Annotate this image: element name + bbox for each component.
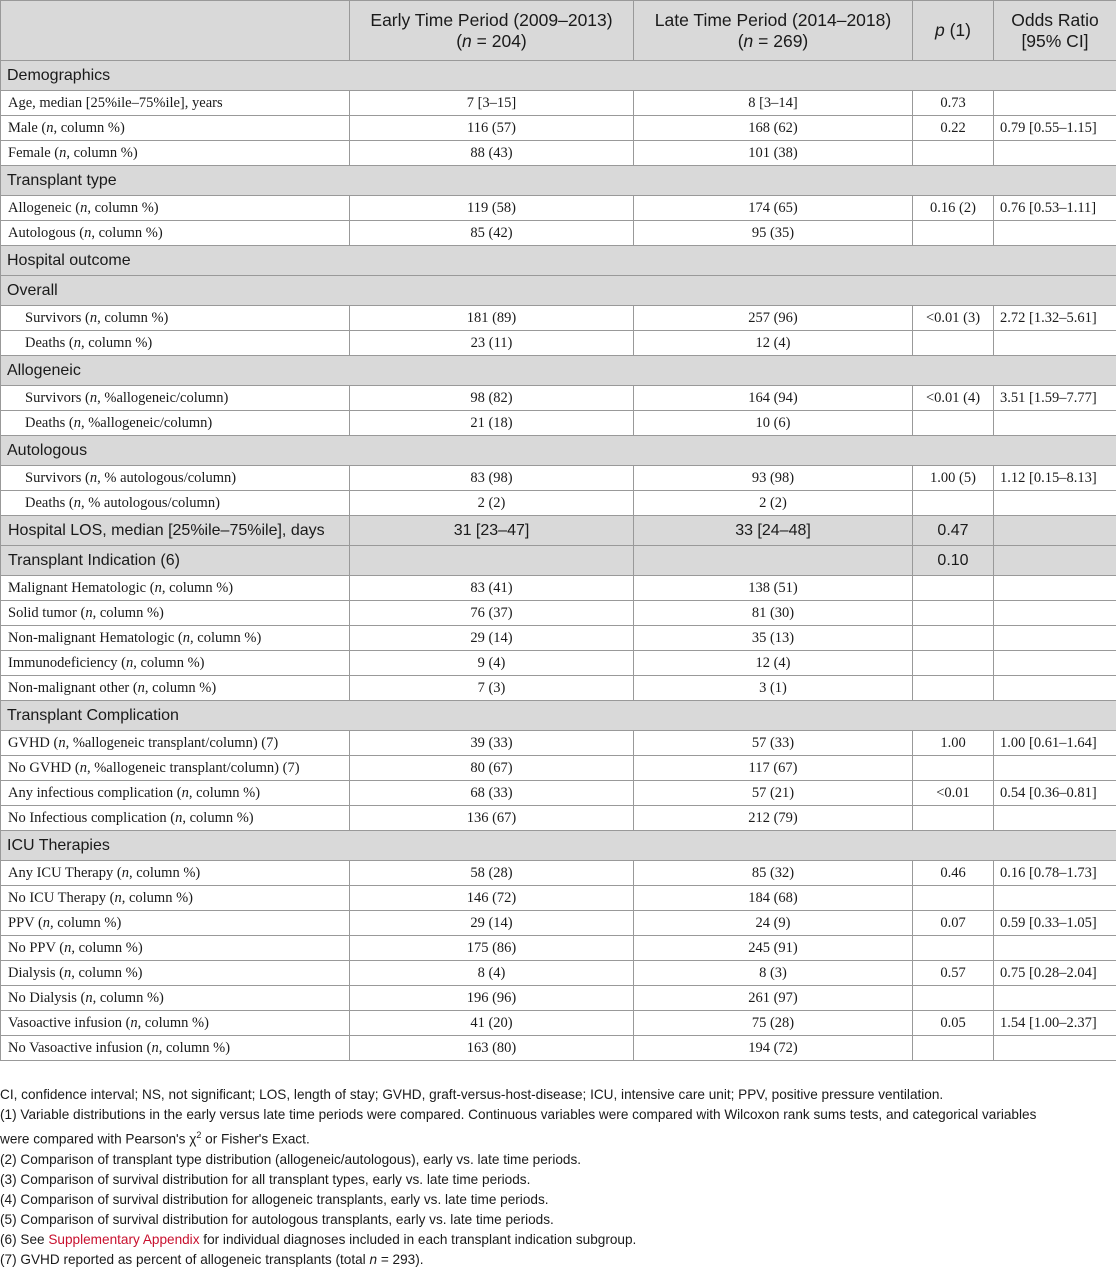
odds-ratio-value: 1.54 [1.00–2.37] [994,1011,1116,1036]
table-row [1,141,1116,166]
subsection-title: Autologous [1,436,1116,466]
late-period-value: 24 (9) [634,911,913,936]
p-value: <0.01 [913,781,994,806]
p-value: 0.05 [913,1011,994,1036]
row-label: Malignant Hematologic (n, column %) [1,576,350,601]
p-value [913,1036,994,1061]
row-label: Vasoactive infusion (n, column %) [1,1011,350,1036]
table-row [1,986,1116,1011]
late-period-value: 117 (67) [634,756,913,781]
table-row [1,756,1116,781]
odds-ratio-value [994,886,1116,911]
p-value [913,806,994,831]
early-period-value: 119 (58) [350,196,634,221]
early-period-value: 23 (11) [350,331,634,356]
table-row [1,601,1116,626]
early-period-value: 41 (20) [350,1011,634,1036]
late-period-value: 95 (35) [634,221,913,246]
late-period-value: 57 (33) [634,731,913,756]
table-row [1,861,1116,886]
footnote-1-cont: were compared with Pearson's $\chi^2$ or Fisher's Exact. [0,1125,1112,1150]
row-label: Allogeneic (n, column %) [1,196,350,221]
p-value: 1.00 (5) [913,466,994,491]
odds-ratio-value [994,411,1116,436]
header-odds-ratio: Odds Ratio [95% CI] [994,1,1116,61]
row-label: Male (n, column %) [1,116,350,141]
p-value: 0.16 (2) [913,196,994,221]
odds-ratio-value [994,516,1116,546]
table-row [1,386,1116,411]
late-period-value: 184 (68) [634,886,913,911]
odds-ratio-value: 0.59 [0.33–1.05] [994,911,1116,936]
late-period-value: 75 (28) [634,1011,913,1036]
table-header-row [1,1,1116,61]
p-value [913,491,994,516]
row-label: No Dialysis (n, column %) [1,986,350,1011]
table-row [1,911,1116,936]
odds-ratio-value [994,331,1116,356]
row-label: Any infectious complication (n, column %) [1,781,350,806]
odds-ratio-value [994,601,1116,626]
odds-ratio-value [994,91,1116,116]
late-period-value: 3 (1) [634,676,913,701]
table-row [1,91,1116,116]
table-row [1,626,1116,651]
table-row [1,491,1116,516]
supplementary-appendix-link[interactable]: Supplementary Appendix [48,1232,199,1247]
odds-ratio-value [994,806,1116,831]
odds-ratio-value [994,141,1116,166]
footnote-7: (7) GVHD reported as percent of allogeneic transplants (total n = 293). [0,1250,1112,1270]
late-period-value: 10 (6) [634,411,913,436]
odds-ratio-value: 0.54 [0.36–0.81] [994,781,1116,806]
odds-ratio-value [994,986,1116,1011]
early-period-value: 39 (33) [350,731,634,756]
late-period-value: 85 (32) [634,861,913,886]
table-row [1,116,1116,141]
table-row [1,806,1116,831]
subsection-header-row [1,276,1116,306]
odds-ratio-value [994,626,1116,651]
odds-ratio-value [994,546,1116,576]
row-label: No PPV (n, column %) [1,936,350,961]
footnote-4: (4) Comparison of survival distribution for allogeneic transplants, early vs. late time periods. [0,1190,1112,1210]
early-period-value: 21 (18) [350,411,634,436]
table-row [1,466,1116,491]
early-period-value [350,546,634,576]
section-header-row [1,166,1116,196]
early-period-value: 175 (86) [350,936,634,961]
odds-ratio-value: 1.00 [0.61–1.64] [994,731,1116,756]
p-value: 0.07 [913,911,994,936]
early-period-value: 88 (43) [350,141,634,166]
section-title: Demographics [1,61,1116,91]
table-row [1,411,1116,436]
late-period-value: 257 (96) [634,306,913,331]
subsection-header-row [1,356,1116,386]
p-value [913,601,994,626]
footnote-3: (3) Comparison of survival distribution for all transplant types, early vs. late time periods. [0,1170,1112,1190]
late-period-value: 174 (65) [634,196,913,221]
odds-ratio-value [994,221,1116,246]
subsection-title: Overall [1,276,1116,306]
odds-ratio-value: 0.75 [0.28–2.04] [994,961,1116,986]
section-title: ICU Therapies [1,831,1116,861]
late-period-value: 33 [24–48] [634,516,913,546]
row-label: Dialysis (n, column %) [1,961,350,986]
footnote-1: (1) Variable distributions in the early versus late time periods were compared. Continuous variables were compared with Wilcoxon rank sums tests, and categorical variables [0,1105,1112,1125]
row-label: No Vasoactive infusion (n, column %) [1,1036,350,1061]
row-label: Female (n, column %) [1,141,350,166]
row-label: Survivors (n, %allogeneic/column) [1,386,350,411]
early-period-value: 116 (57) [350,116,634,141]
early-period-value: 85 (42) [350,221,634,246]
early-period-value: 146 (72) [350,886,634,911]
row-label: Deaths (n, %allogeneic/column) [1,411,350,436]
early-period-value: 2 (2) [350,491,634,516]
table-row [1,1011,1116,1036]
subsection-title: Allogeneic [1,356,1116,386]
row-label: Any ICU Therapy (n, column %) [1,861,350,886]
late-period-value: 8 (3) [634,961,913,986]
late-period-value: 57 (21) [634,781,913,806]
p-value [913,676,994,701]
row-label: Deaths (n, % autologous/column) [1,491,350,516]
section-title: Transplant Complication [1,701,1116,731]
late-period-value: 12 (4) [634,331,913,356]
early-period-value: 29 (14) [350,626,634,651]
row-label: Solid tumor (n, column %) [1,601,350,626]
early-period-value: 181 (89) [350,306,634,331]
odds-ratio-value [994,576,1116,601]
early-period-value: 83 (41) [350,576,634,601]
early-period-value: 31 [23–47] [350,516,634,546]
p-value: <0.01 (4) [913,386,994,411]
table-row [1,546,1116,576]
p-value [913,651,994,676]
odds-ratio-value: 2.72 [1.32–5.61] [994,306,1116,331]
p-value: 0.73 [913,91,994,116]
row-label: No ICU Therapy (n, column %) [1,886,350,911]
early-period-value: 136 (67) [350,806,634,831]
early-period-value: 29 (14) [350,911,634,936]
late-period-value: 2 (2) [634,491,913,516]
p-value: <0.01 (3) [913,306,994,331]
odds-ratio-value: 0.76 [0.53–1.11] [994,196,1116,221]
early-period-value: 8 (4) [350,961,634,986]
header-early-period: Early Time Period (2009–2013) (n = 204) [350,1,634,61]
early-period-value: 196 (96) [350,986,634,1011]
p-value: 0.22 [913,116,994,141]
odds-ratio-value [994,1036,1116,1061]
section-header-row [1,831,1116,861]
p-value [913,886,994,911]
table-row [1,196,1116,221]
late-period-value: 8 [3–14] [634,91,913,116]
section-header-row [1,701,1116,731]
late-period-value: 212 (79) [634,806,913,831]
header-late-period: Late Time Period (2014–2018) (n = 269) [634,1,913,61]
table-row [1,886,1116,911]
footnote-abbreviations: CI, confidence interval; NS, not significant; LOS, length of stay; GVHD, graft-versus-host-disease; ICU, intensive care unit; PPV, positive pressure ventilation. [0,1085,1112,1105]
subsection-header-row [1,436,1116,466]
p-value: 1.00 [913,731,994,756]
table-row [1,961,1116,986]
early-period-value: 163 (80) [350,1036,634,1061]
row-label: No GVHD (n, %allogeneic transplant/column) (7) [1,756,350,781]
late-period-value: 194 (72) [634,1036,913,1061]
odds-ratio-value [994,756,1116,781]
row-label: Non-malignant Hematologic (n, column %) [1,626,350,651]
p-value [913,221,994,246]
late-period-value: 81 (30) [634,601,913,626]
table-row [1,516,1116,546]
row-label: Immunodeficiency (n, column %) [1,651,350,676]
odds-ratio-value [994,936,1116,961]
table-row [1,331,1116,356]
row-label: Non-malignant other (n, column %) [1,676,350,701]
late-period-value: 168 (62) [634,116,913,141]
late-period-value: 93 (98) [634,466,913,491]
late-period-value: 245 (91) [634,936,913,961]
table-row [1,731,1116,756]
footnote-6: (6) See Supplementary Appendix for individual diagnoses included in each transplant indication subgroup. [0,1230,1112,1250]
odds-ratio-value: 0.79 [0.55–1.15] [994,116,1116,141]
p-value [913,756,994,781]
late-period-value: 261 (97) [634,986,913,1011]
odds-ratio-value [994,491,1116,516]
late-period-value: 35 (13) [634,626,913,651]
header-label-column [1,1,350,61]
odds-ratio-value [994,676,1116,701]
row-label: Survivors (n, % autologous/column) [1,466,350,491]
early-period-value: 7 (3) [350,676,634,701]
row-label: Hospital LOS, median [25%ile–75%ile], days [1,516,350,546]
footnote-2: (2) Comparison of transplant type distribution (allogeneic/autologous), early vs. late time periods. [0,1150,1112,1170]
odds-ratio-value [994,651,1116,676]
early-period-value: 58 (28) [350,861,634,886]
row-label: Deaths (n, column %) [1,331,350,356]
p-value: 0.10 [913,546,994,576]
late-period-value: 101 (38) [634,141,913,166]
table-row [1,676,1116,701]
early-period-value: 7 [3–15] [350,91,634,116]
odds-ratio-value: 0.16 [0.78–1.73] [994,861,1116,886]
p-value: 0.57 [913,961,994,986]
header-p-value: p (1) [913,1,994,61]
odds-ratio-value: 3.51 [1.59–7.77] [994,386,1116,411]
table-row [1,936,1116,961]
odds-ratio-value: 1.12 [0.15–8.13] [994,466,1116,491]
p-value [913,986,994,1011]
early-period-value: 83 (98) [350,466,634,491]
row-label: PPV (n, column %) [1,911,350,936]
section-title: Transplant type [1,166,1116,196]
late-period-value: 164 (94) [634,386,913,411]
early-period-value: 98 (82) [350,386,634,411]
p-value [913,141,994,166]
p-value: 0.46 [913,861,994,886]
table-row [1,651,1116,676]
p-value [913,626,994,651]
table-row [1,576,1116,601]
section-title: Hospital outcome [1,246,1116,276]
late-period-value [634,546,913,576]
footnote-5: (5) Comparison of survival distribution for autologous transplants, early vs. late time periods. [0,1210,1112,1230]
row-label: Survivors (n, column %) [1,306,350,331]
p-value [913,411,994,436]
table-row [1,1036,1116,1061]
late-period-value: 138 (51) [634,576,913,601]
early-period-value: 76 (37) [350,601,634,626]
table-row [1,306,1116,331]
p-value [913,936,994,961]
section-header-row [1,61,1116,91]
row-label: Autologous (n, column %) [1,221,350,246]
table-row [1,781,1116,806]
section-header-row [1,246,1116,276]
p-value [913,331,994,356]
row-label: Age, median [25%ile–75%ile], years [1,91,350,116]
early-period-value: 68 (33) [350,781,634,806]
table-row [1,221,1116,246]
early-period-value: 9 (4) [350,651,634,676]
row-label: No Infectious complication (n, column %) [1,806,350,831]
p-value [913,576,994,601]
row-label: GVHD (n, %allogeneic transplant/column) (7) [1,731,350,756]
row-label: Transplant Indication (6) [1,546,350,576]
early-period-value: 80 (67) [350,756,634,781]
table-body [1,61,1116,1061]
late-period-value: 12 (4) [634,651,913,676]
p-value: 0.47 [913,516,994,546]
table-footnotes [0,1085,1112,1270]
